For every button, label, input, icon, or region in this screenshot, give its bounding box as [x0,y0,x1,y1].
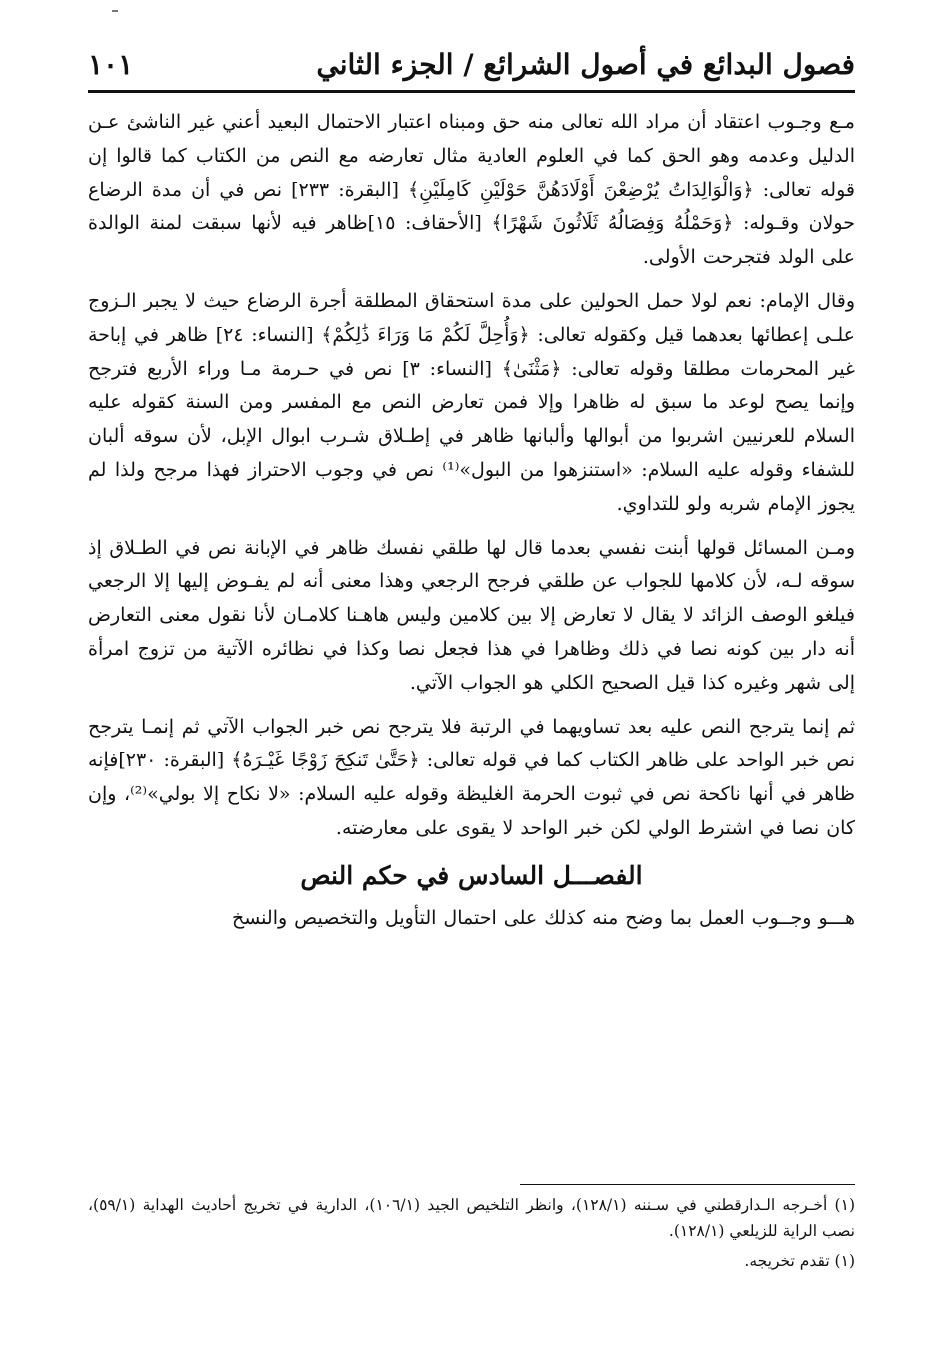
running-title: فصول البدائع في أصول الشرائع / الجزء الثاني [316,47,855,81]
footnotes [88,1192,855,1278]
body-text [88,106,855,946]
paragraph-1: مـع وجـوب اعتقاد أن مراد الله تعالى منه حق ومبناه اعتبار الاحتمال البعيد أعني غير الناشئ عـن الدليل وعدمه وهو الحق كما في العلوم العادية مثال تعارضه مع النص من الكتاب كما قالوا إن قوله تعالى: ﴿وَالْوَالِدَاتُ يُرْضِعْنَ أَوْلَادَهُنَّ حَوْلَيْنِ كَامِلَيْنِ﴾ [البقرة: ٢٣٣] نص في أن مدة الرضاع حولان وقـوله: ﴿وَحَمْلُهُ وَفِصَالُهُ ثَلَاثُونَ شَهْرًا﴾ [الأحقاف: ١٥]ظاهر فيه لأنها سبقت لمنة الوالدة على الولد فتجرحت الأولى. [88,111,855,269]
page-number: ١٠١ [88,47,134,81]
footnote-1: (١) أخـرجه الـدارقطني في سـننه (١٢٨/١)، وانظر التلخيص الجيد (١٠٦/١)، الدارية في تخريج أحاديث الهداية (٥٩/١)، نصب الراية للزيلعي (١٢٨/١). [88,1196,855,1240]
page-header [88,38,855,90]
scan-mark [112,10,118,12]
paragraph-4: ثم إنما يترجح النص عليه بعد تساويهما في الرتبة فلا يترجح نص خبر الجواب الآتي ثم إنمـا يترجح نص خبر الواحد على ظاهر الكتاب كما في قوله تعالى: ﴿حَتَّىٰ تَنكِحَ زَوْجًا غَيْـرَهُ﴾ [البقرة: ٢٣٠]فإنه ظاهر في أنها ناكحة نص في ثبوت الحرمة الغليظة وقوله عليه السلام: «لا نكاح إلا بولي»⁽²⁾، وإن كان نصا في اشترط الولي لكن خبر الواحد لا يقوى على معارضته. [88,715,855,839]
section-opening: هـــو وجــوب العمل بما وضح منه كذلك على احتمال التأويل والتخصيص والنسخ [231,906,855,929]
paragraph-3: ومـن المسائل قولها أبنت نفسي بعدما قال لها طلقي نفسك ظاهر في الإبانة نص في الطـلاق إذ سوقه لـه، لأن كلامها للجواب عن طلقي فرجح الرجعي وهذا معنى أنه لم يفـوض إليها إلا الرجعي فيلغو الوصف الزائد لا يقال لا تعارض إلا بين كلامين وليس هاهـنا كلامـان لأنا نقول معنى التعارض أنه دار بين كونه نصا في ذلك وظاهرا في هذا فجعل نصا وكذا في نظائره الآتية من تزوج امرأة إلى شهر وغيره كذا قيل الصحيح الكلي هو الجواب الآتي. [88,536,855,694]
section-heading: الفصـــل السادس في حكم النص [300,860,643,890]
paragraph-2: وقال الإمام: نعم لولا حمل الحولين على مدة استحقاق المطلقة أجرة الرضاع حيث لا يجبر الـزوج علـى إعطائها بعدهما قيل وكقوله تعالى: ﴿وَأُحِلَّ لَكُمْ مَا وَرَاءَ ذَٰلِكُمْ﴾ [النساء: ٢٤] ظاهر في إباحة غير المحرمات مطلقا وقوله تعالى: ﴿مَثْنَىٰ﴾ [النساء: ٣] نص في حـرمة مـا وراء الأربع فترجح وإنما يصح لوعد ما سبق له ظاهرا وإلا فمن تعارض النص مع المفسر ومن السنة كقوله عليه السلام للعرنيين اشربوا من أبوالها وألبانها ظاهر في إطـلاق شـرب ابوال الإبل، لأن سوقه ألبان للشفاء وقوله عليه السلام: «استنزهوا من البول»⁽¹⁾ نص في وجوب الاحتراز فهذا مرجح ولذا لم يجوز الإمام شربه ولو للتداوي. [88,289,855,515]
footnote-rule [520,1184,855,1185]
header-rule [88,90,855,93]
footnote-2: (١) تقدم تخريجه. [744,1252,855,1270]
